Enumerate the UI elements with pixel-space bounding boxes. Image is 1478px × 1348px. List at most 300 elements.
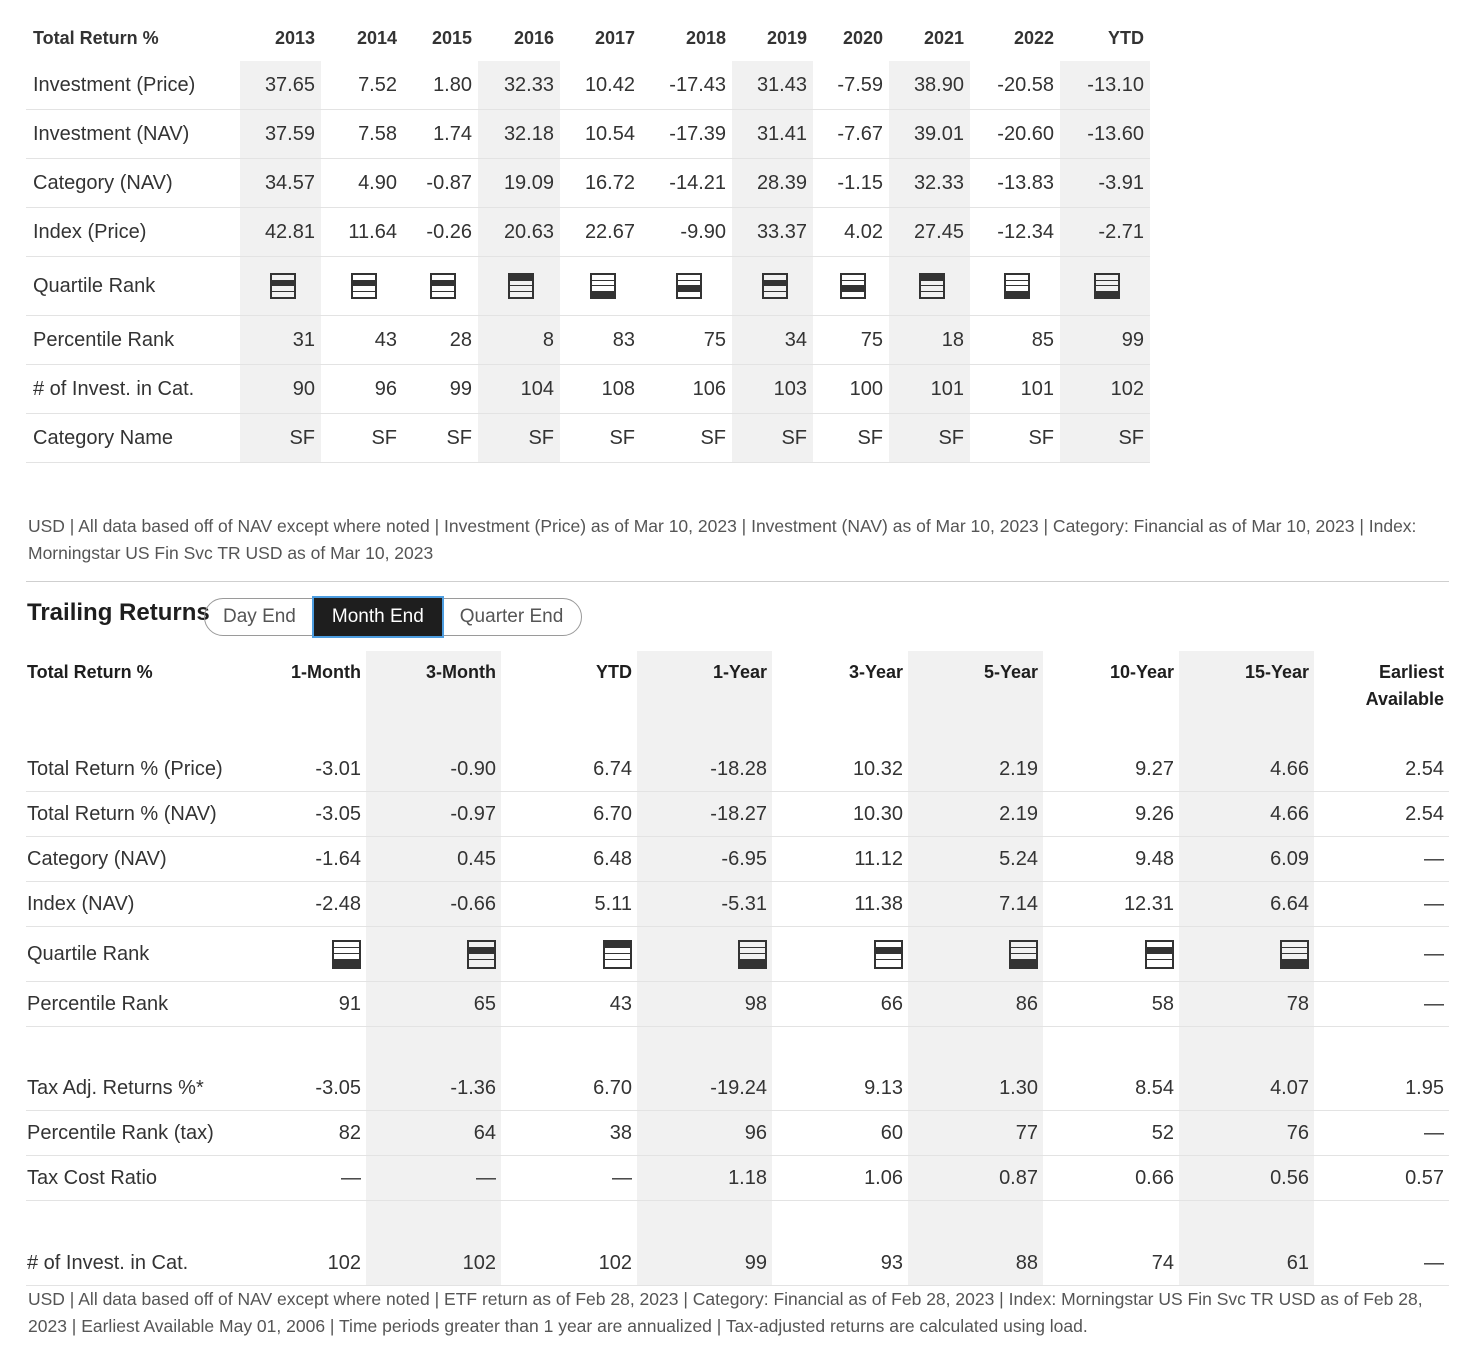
value-cell: SF <box>970 414 1060 463</box>
value-cell: 83 <box>560 316 641 365</box>
table-row <box>26 1156 1449 1201</box>
value-cell: 34.57 <box>240 159 321 208</box>
value-cell: -0.87 <box>403 159 478 208</box>
spacer-cell <box>366 737 501 747</box>
table-row <box>26 1111 1449 1156</box>
value-cell: 52 <box>1043 1111 1179 1156</box>
toggle-quarter-end[interactable]: Quarter End <box>459 606 564 627</box>
spacer-cell <box>231 737 366 747</box>
year-header: 2018 <box>685 27 726 48</box>
quartile-rank-icon <box>874 940 903 969</box>
table-row <box>26 110 1150 159</box>
value-cell: 31 <box>240 316 321 365</box>
quartile-row <box>26 257 1150 316</box>
value-cell: 27.45 <box>889 208 970 257</box>
value-cell: 5.24 <box>908 837 1043 882</box>
value-cell: 58 <box>1043 982 1179 1027</box>
spacer-row <box>26 1027 1449 1067</box>
value-cell: -2.71 <box>1060 208 1150 257</box>
value-cell: 9.26 <box>1043 792 1179 837</box>
quartile-cell <box>560 257 641 316</box>
value-cell: 65 <box>366 982 501 1027</box>
value-cell: 88 <box>908 1241 1043 1286</box>
value-cell: SF <box>560 414 641 463</box>
value-cell: 38.90 <box>889 61 970 110</box>
toggle-day-end[interactable]: Day End <box>223 606 296 627</box>
value-cell: -0.66 <box>366 882 501 927</box>
value-cell: 43 <box>321 316 403 365</box>
value-cell: 96 <box>637 1111 772 1156</box>
spacer-row <box>26 737 1449 747</box>
quartile-cell <box>813 257 889 316</box>
annual-footnote: USD | All data based off of NAV except where noted | Investment (Price) as of Mar 10, 2023 | Investment (NAV) as of Mar 10, 2023 | Category: Financial as of Mar 10, 2023 | Index: Morningstar US Fin Svc TR USD as of Mar 10, 2023 <box>28 516 1417 563</box>
value-cell: 7.52 <box>321 61 403 110</box>
value-cell: 100 <box>813 365 889 414</box>
value-cell: SF <box>321 414 403 463</box>
value-cell: 12.31 <box>1043 882 1179 927</box>
value-cell: 18 <box>889 316 970 365</box>
quartile-rank-icon <box>332 940 361 969</box>
value-cell: 5.11 <box>501 882 637 927</box>
row-label: Index (NAV) <box>26 882 231 927</box>
value-cell: — <box>231 1156 366 1201</box>
spacer-cell <box>26 1027 231 1067</box>
value-cell: 20.63 <box>478 208 560 257</box>
value-cell: 9.48 <box>1043 837 1179 882</box>
table-row <box>26 747 1449 792</box>
value-cell: 10.42 <box>560 61 641 110</box>
spacer-cell <box>231 1027 366 1067</box>
value-cell: 4.07 <box>1179 1066 1314 1111</box>
quartile-cell <box>772 927 908 982</box>
annual-header-label: Total Return % <box>33 27 159 48</box>
value-cell: 6.09 <box>1179 837 1314 882</box>
value-cell: SF <box>240 414 321 463</box>
value-cell: 74 <box>1043 1241 1179 1286</box>
value-cell: 9.13 <box>772 1066 908 1111</box>
value-cell: 39.01 <box>889 110 970 159</box>
quartile-rank-icon <box>351 273 377 299</box>
value-cell: 2.54 <box>1314 747 1449 792</box>
period-header: 5-Year <box>908 651 1043 737</box>
value-cell: 91 <box>231 982 366 1027</box>
value-cell: -13.60 <box>1060 110 1150 159</box>
row-label: Percentile Rank (tax) <box>26 1111 231 1156</box>
quartile-cell <box>637 927 772 982</box>
quartile-rank-icon <box>1145 940 1174 969</box>
quartile-cell <box>403 257 478 316</box>
period-header: 3-Year <box>848 662 903 682</box>
value-cell: — <box>1314 927 1449 982</box>
toggle-month-end[interactable]: Month End <box>314 598 442 636</box>
value-cell: 6.70 <box>501 1066 637 1111</box>
value-cell: 0.66 <box>1043 1156 1179 1201</box>
spacer-cell <box>908 1027 1043 1067</box>
trailing-footnote: USD | All data based off of NAV except where noted | ETF return as of Feb 28, 2023 | Category: Financial as of Feb 28, 2023 | Index: Morningstar US Fin Svc TR USD as of Feb 28, 2023 | Earliest Available May 01, 2006 | Time periods greater than 1 year are annualized | Tax-adjusted returns are calculated using load. <box>28 1289 1423 1336</box>
spacer-cell <box>1314 1201 1449 1242</box>
value-cell: 77 <box>908 1111 1043 1156</box>
quartile-rank-icon <box>1004 273 1030 299</box>
value-cell: 108 <box>560 365 641 414</box>
table-row <box>26 414 1150 463</box>
row-label: Tax Cost Ratio <box>26 1156 231 1201</box>
spacer-cell <box>501 737 637 747</box>
spacer-cell <box>637 1027 772 1067</box>
spacer-cell <box>501 1027 637 1067</box>
row-label: Investment (Price) <box>26 61 240 110</box>
quartile-cell <box>970 257 1060 316</box>
value-cell: -19.24 <box>637 1066 772 1111</box>
value-cell: 99 <box>1060 316 1150 365</box>
value-cell: 4.90 <box>321 159 403 208</box>
value-cell: -3.01 <box>231 747 366 792</box>
spacer-cell <box>1043 737 1179 747</box>
value-cell: 1.74 <box>403 110 478 159</box>
table-row <box>26 1241 1449 1286</box>
value-cell: 10.32 <box>772 747 908 792</box>
quartile-rank-icon <box>508 273 534 299</box>
value-cell: — <box>366 1156 501 1201</box>
value-cell: 6.48 <box>501 837 637 882</box>
spacer-cell <box>26 737 231 747</box>
value-cell: 19.09 <box>478 159 560 208</box>
period-header: 1-Month <box>291 662 361 682</box>
value-cell: -9.90 <box>641 208 732 257</box>
value-cell: — <box>501 1156 637 1201</box>
value-cell: 0.57 <box>1314 1156 1449 1201</box>
value-cell: 37.59 <box>240 110 321 159</box>
value-cell: 32.18 <box>478 110 560 159</box>
quartile-cell <box>321 257 403 316</box>
value-cell: 101 <box>970 365 1060 414</box>
trailing-returns-table <box>26 651 1449 1286</box>
period-header: Earliest Available <box>1365 662 1444 709</box>
year-header: 2019 <box>766 27 807 48</box>
value-cell: -0.97 <box>366 792 501 837</box>
table-row <box>26 159 1150 208</box>
quartile-cell <box>1043 927 1179 982</box>
value-cell: 99 <box>637 1241 772 1286</box>
value-cell: 2.19 <box>908 747 1043 792</box>
value-cell: 10.30 <box>772 792 908 837</box>
quartile-rank-icon <box>1280 940 1309 969</box>
table-row <box>26 365 1150 414</box>
row-label: Tax Adj. Returns %* <box>26 1066 231 1111</box>
row-label: Category (NAV) <box>26 837 231 882</box>
value-cell: 34 <box>732 316 813 365</box>
quartile-rank-icon <box>467 940 496 969</box>
value-cell: 8.54 <box>1043 1066 1179 1111</box>
row-label: Total Return % (NAV) <box>26 792 231 837</box>
value-cell: 4.02 <box>813 208 889 257</box>
value-cell: 102 <box>1060 365 1150 414</box>
quartile-rank-icon <box>430 273 456 299</box>
value-cell: 6.70 <box>501 792 637 837</box>
value-cell: 60 <box>772 1111 908 1156</box>
spacer-cell <box>1043 1027 1179 1067</box>
value-cell: 2.19 <box>908 792 1043 837</box>
value-cell: -0.90 <box>366 747 501 792</box>
value-cell: 0.87 <box>908 1156 1043 1201</box>
value-cell: 102 <box>501 1241 637 1286</box>
spacer-cell <box>366 1201 501 1242</box>
row-label: Index (Price) <box>26 208 240 257</box>
spacer-cell <box>637 1201 772 1242</box>
value-cell: 4.66 <box>1179 747 1314 792</box>
value-cell: 11.38 <box>772 882 908 927</box>
trailing-returns-title: Trailing Returns <box>27 599 210 626</box>
spacer-cell <box>772 1201 908 1242</box>
value-cell: 75 <box>813 316 889 365</box>
value-cell: 7.58 <box>321 110 403 159</box>
value-cell: 11.64 <box>321 208 403 257</box>
value-cell: 93 <box>772 1241 908 1286</box>
period-toggle <box>204 598 582 636</box>
spacer-cell <box>501 1201 637 1242</box>
row-label: Percentile Rank <box>26 316 240 365</box>
value-cell: 82 <box>231 1111 366 1156</box>
table-row <box>26 208 1150 257</box>
value-cell: -3.91 <box>1060 159 1150 208</box>
annual-returns-table <box>26 15 1150 463</box>
value-cell: — <box>1314 1111 1449 1156</box>
spacer-cell <box>1043 1201 1179 1242</box>
value-cell: 76 <box>1179 1111 1314 1156</box>
value-cell: — <box>1314 982 1449 1027</box>
year-header: 2014 <box>356 27 397 48</box>
value-cell: 32.33 <box>478 61 560 110</box>
value-cell: 43 <box>501 982 637 1027</box>
quartile-row <box>26 927 1449 982</box>
value-cell: 104 <box>478 365 560 414</box>
trailing-header-row <box>26 651 1449 737</box>
value-cell: 6.64 <box>1179 882 1314 927</box>
value-cell: 22.67 <box>560 208 641 257</box>
quartile-cell <box>1179 927 1314 982</box>
value-cell: 4.66 <box>1179 792 1314 837</box>
row-label: Quartile Rank <box>26 257 240 316</box>
value-cell: 98 <box>637 982 772 1027</box>
quartile-rank-icon <box>919 273 945 299</box>
value-cell: 66 <box>772 982 908 1027</box>
spacer-cell <box>26 1201 231 1242</box>
value-cell: -18.28 <box>637 747 772 792</box>
year-header: 2021 <box>923 27 964 48</box>
year-header: YTD <box>1108 27 1144 48</box>
period-header: 3-Month <box>366 651 501 737</box>
row-label: # of Invest. in Cat. <box>26 1241 231 1286</box>
value-cell: 1.80 <box>403 61 478 110</box>
value-cell: -1.36 <box>366 1066 501 1111</box>
value-cell: -5.31 <box>637 882 772 927</box>
quartile-rank-icon <box>738 940 767 969</box>
quartile-cell <box>501 927 637 982</box>
value-cell: 0.45 <box>366 837 501 882</box>
value-cell: 9.27 <box>1043 747 1179 792</box>
value-cell: 1.18 <box>637 1156 772 1201</box>
value-cell: -3.05 <box>231 1066 366 1111</box>
value-cell: -13.83 <box>970 159 1060 208</box>
value-cell: -1.15 <box>813 159 889 208</box>
value-cell: 7.14 <box>908 882 1043 927</box>
row-label: Quartile Rank <box>26 927 231 982</box>
value-cell: 103 <box>732 365 813 414</box>
value-cell: -3.05 <box>231 792 366 837</box>
row-label: Category Name <box>26 414 240 463</box>
value-cell: -12.34 <box>970 208 1060 257</box>
spacer-cell <box>772 1027 908 1067</box>
quartile-cell <box>366 927 501 982</box>
spacer-cell <box>908 1201 1043 1242</box>
quartile-rank-icon <box>590 273 616 299</box>
value-cell: 78 <box>1179 982 1314 1027</box>
quartile-rank-icon <box>270 273 296 299</box>
value-cell: 1.95 <box>1314 1066 1449 1111</box>
row-label: Category (NAV) <box>26 159 240 208</box>
quartile-cell <box>889 257 970 316</box>
period-header: YTD <box>596 662 632 682</box>
value-cell: 1.30 <box>908 1066 1043 1111</box>
table-row <box>26 837 1449 882</box>
quartile-cell <box>231 927 366 982</box>
quartile-rank-icon <box>1009 940 1038 969</box>
value-cell: -14.21 <box>641 159 732 208</box>
quartile-cell <box>1060 257 1150 316</box>
row-label: Investment (NAV) <box>26 110 240 159</box>
year-header: 2016 <box>513 27 554 48</box>
value-cell: -17.39 <box>641 110 732 159</box>
value-cell: 11.12 <box>772 837 908 882</box>
quartile-rank-icon <box>762 273 788 299</box>
spacer-cell <box>637 737 772 747</box>
value-cell: 1.06 <box>772 1156 908 1201</box>
quartile-rank-icon <box>603 940 632 969</box>
value-cell: 61 <box>1179 1241 1314 1286</box>
value-cell: SF <box>813 414 889 463</box>
table-row <box>26 792 1449 837</box>
trailing-header-label: Total Return % <box>27 662 153 682</box>
value-cell: 86 <box>908 982 1043 1027</box>
value-cell: 99 <box>403 365 478 414</box>
spacer-row <box>26 1201 1449 1242</box>
quartile-cell <box>240 257 321 316</box>
value-cell: SF <box>1060 414 1150 463</box>
quartile-rank-icon <box>840 273 866 299</box>
value-cell: 96 <box>321 365 403 414</box>
value-cell: -0.26 <box>403 208 478 257</box>
value-cell: 16.72 <box>560 159 641 208</box>
spacer-cell <box>1314 737 1449 747</box>
row-label: Total Return % (Price) <box>26 747 231 792</box>
value-cell: — <box>1314 1241 1449 1286</box>
period-header: 15-Year <box>1179 651 1314 737</box>
year-header: 2020 <box>842 27 883 48</box>
value-cell: 31.41 <box>732 110 813 159</box>
value-cell: 33.37 <box>732 208 813 257</box>
value-cell: SF <box>478 414 560 463</box>
year-header: 2015 <box>431 27 472 48</box>
period-header: 10-Year <box>1109 662 1174 682</box>
spacer-cell <box>1314 1027 1449 1067</box>
spacer-cell <box>772 737 908 747</box>
value-cell: 64 <box>366 1111 501 1156</box>
table-row <box>26 61 1150 110</box>
spacer-cell <box>1179 737 1314 747</box>
spacer-cell <box>366 1027 501 1067</box>
section-divider <box>26 581 1449 582</box>
quartile-rank-icon <box>676 273 702 299</box>
spacer-cell <box>1179 1201 1314 1242</box>
value-cell: -17.43 <box>641 61 732 110</box>
table-row <box>26 1066 1449 1111</box>
value-cell: 90 <box>240 365 321 414</box>
year-header: 2017 <box>594 27 635 48</box>
value-cell: — <box>1314 882 1449 927</box>
value-cell: SF <box>403 414 478 463</box>
quartile-rank-icon <box>1094 273 1120 299</box>
value-cell: 6.74 <box>501 747 637 792</box>
row-label: # of Invest. in Cat. <box>26 365 240 414</box>
spacer-cell <box>1179 1027 1314 1067</box>
value-cell: 31.43 <box>732 61 813 110</box>
value-cell: 38 <box>501 1111 637 1156</box>
value-cell: 32.33 <box>889 159 970 208</box>
period-header: 1-Year <box>637 651 772 737</box>
year-header: 2022 <box>1013 27 1054 48</box>
value-cell: 102 <box>366 1241 501 1286</box>
value-cell: -6.95 <box>637 837 772 882</box>
value-cell: 8 <box>478 316 560 365</box>
value-cell: -18.27 <box>637 792 772 837</box>
value-cell: -7.67 <box>813 110 889 159</box>
value-cell: 42.81 <box>240 208 321 257</box>
value-cell: -20.60 <box>970 110 1060 159</box>
value-cell: SF <box>732 414 813 463</box>
value-cell: -13.10 <box>1060 61 1150 110</box>
value-cell: 10.54 <box>560 110 641 159</box>
value-cell: -20.58 <box>970 61 1060 110</box>
table-row <box>26 982 1449 1027</box>
value-cell: SF <box>641 414 732 463</box>
value-cell: SF <box>889 414 970 463</box>
quartile-cell <box>478 257 560 316</box>
year-header: 2013 <box>274 27 315 48</box>
value-cell: 0.56 <box>1179 1156 1314 1201</box>
quartile-cell <box>641 257 732 316</box>
value-cell: — <box>1314 837 1449 882</box>
value-cell: -1.64 <box>231 837 366 882</box>
value-cell: 85 <box>970 316 1060 365</box>
row-label: Percentile Rank <box>26 982 231 1027</box>
value-cell: 37.65 <box>240 61 321 110</box>
value-cell: 28.39 <box>732 159 813 208</box>
value-cell: 106 <box>641 365 732 414</box>
value-cell: -7.59 <box>813 61 889 110</box>
spacer-cell <box>908 737 1043 747</box>
table-row <box>26 316 1150 365</box>
spacer-cell <box>231 1201 366 1242</box>
quartile-cell <box>732 257 813 316</box>
value-cell: 101 <box>889 365 970 414</box>
value-cell: 75 <box>641 316 732 365</box>
value-cell: -2.48 <box>231 882 366 927</box>
quartile-cell <box>908 927 1043 982</box>
table-row <box>26 882 1449 927</box>
annual-header-row <box>26 15 1150 61</box>
value-cell: 28 <box>403 316 478 365</box>
value-cell: 2.54 <box>1314 792 1449 837</box>
value-cell: 102 <box>231 1241 366 1286</box>
